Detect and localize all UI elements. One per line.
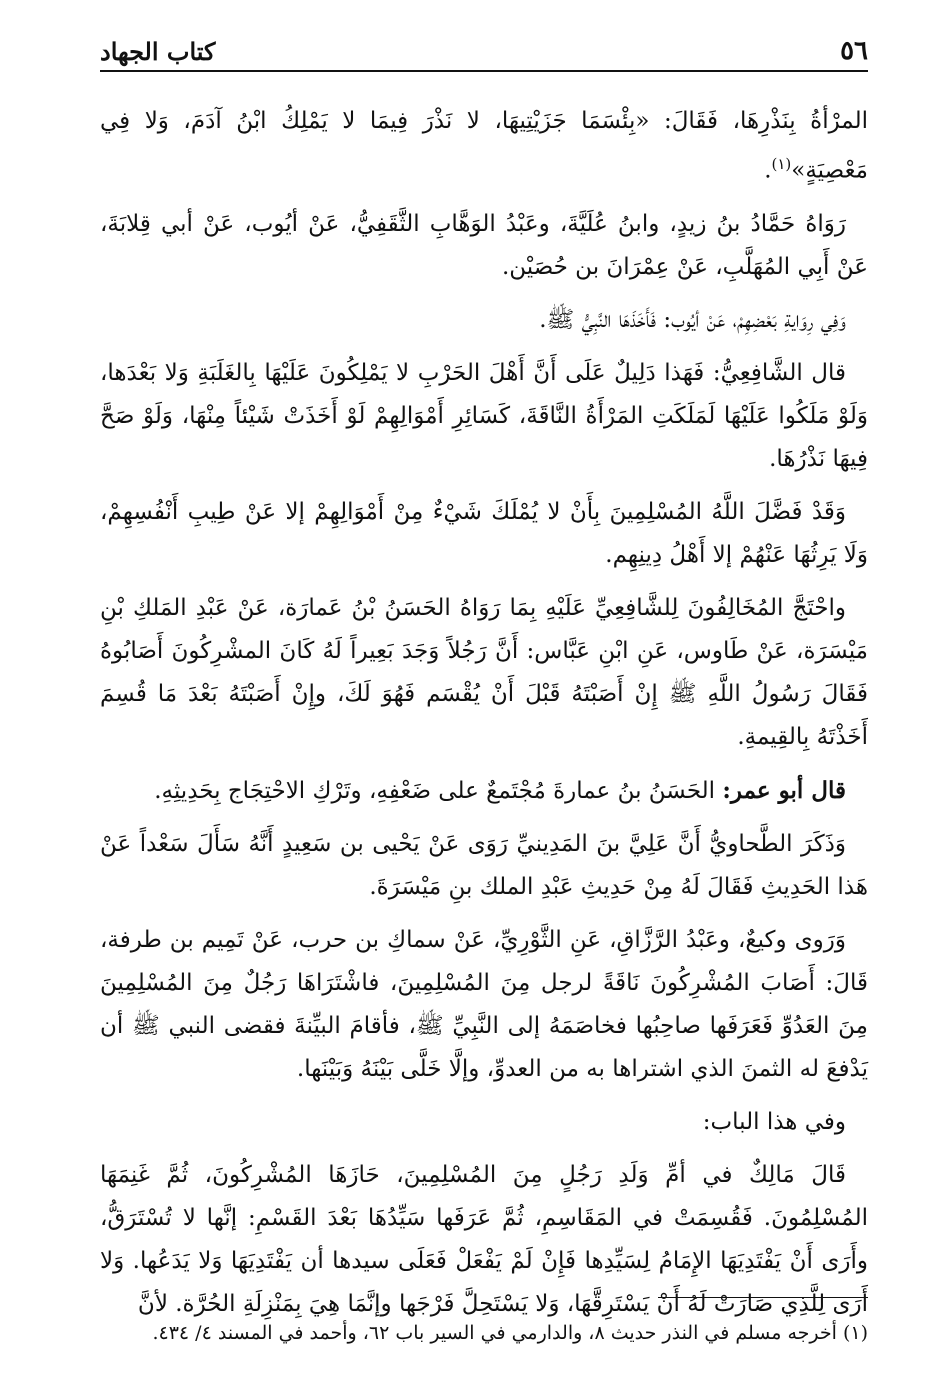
paragraph-5: وَقَدْ فَضَّلَ اللَّهُ المُسْلِمِينَ بِأَنْ لا يُمْلَكَ شَيْءٌ مِنْ أَمْوَالِهِمْ إلا عَنْ طِيبِ أَنْفُسِهِمْ، وَلَا يَرِثُهَا عَنْهُمْ إلا أَهْلُ دِينِهِم. bbox=[100, 498, 868, 568]
running-header bbox=[100, 28, 868, 72]
paragraph-3: وَفِي رِوَايةِ بَعْضِهِمْ، عَنْ أيُوب: فَأَخَذَهَا النَّبِيُّ ﷺ. bbox=[539, 306, 846, 333]
paragraph-6: واحْتَجَّ المُخَالِفُونَ لِلشَّافِعِيِّ عَلَيْهِ بِمَا رَوَاهُ الحَسَنُ بْنُ عَمارَة، عَنْ عَبْدِ المَلكِ بْنِ مَيْسَرَة، عَنْ طَاوس، عَنِ ابْنِ عَبَّاس: أَنَّ رَجُلاً وَجَدَ بَعِيراً لَهُ كَانَ المشْرِكُونَ أَصَابُوهُ فَقَالَ رَسُولُ اللَّهِ ﷺ إِنْ أَصَبْتَهُ قَبْلَ أَنْ يُقْسَم فَهُوَ لَكَ، وإِنْ أَصَبْتَهُ بَعْدَ مَا قُسِمَ أَخَذْتَهُ بِالقِيمةِ. bbox=[100, 594, 868, 750]
paragraph-7 bbox=[100, 769, 868, 813]
footnote-separator bbox=[658, 1297, 868, 1298]
paragraph-10: وفي هذا الباب: bbox=[702, 1108, 846, 1135]
body-text bbox=[100, 100, 868, 1326]
paragraph-1 bbox=[100, 100, 868, 193]
paragraph-8: وَذَكَرَ الطَّحاويُّ أَنَّ عَلِيَّ بنَ المَدِينيِّ رَوَى عَنْ يَحْيى بن سَعِيدٍ أَنَّهُ سَأَلَ سَعْداً عَنْ هَذا الحَدِيثِ فَقَالَ لَهُ مِنْ حَدِيثِ عَبْدِ الملك بنِ مَيْسَرَةَ. bbox=[100, 830, 868, 900]
paragraph-text: الحَسَنُ بنُ عمارةَ مُجْتَمعٌ على ضَعْفِهِ، وتَرْكِ الاحْتِجَاج بِحَدِيثِهِ. bbox=[154, 777, 723, 804]
footnote: (١) أخرجه مسلم في النذر حديث ٨، والدارمي في السير باب ٦٢، وأحمد في المسند ٤/ ٤٣٤. bbox=[152, 1322, 868, 1344]
paragraph-2: رَوَاهُ حَمَّادُ بنُ زيدٍ، وابنُ عُلَيَّةَ، وعَبْدُ الوَهَّابِ الثَّقَفِيُّ، عَنْ أيُوب، عَنْ أبي قِلابَةَ، عَنْ أَبِي المُهَلَّبِ، عَنْ عِمْرَانَ بن حُصَيْن. bbox=[100, 210, 868, 280]
paragraph-9: وَرَوى وكيعٌ، وعَبْدُ الرَّزَّاقِ، عَنِ الثَّوْرِيِّ، عَنْ سماكِ بن حرب، عَنْ تَمِيم بن طرفة، قَالَ: أَصَابَ المُشْرِكُونَ نَاقَةً لرجل مِنَ المُسْلِمِينَ، فاشْتَرَاهَا رَجُلٌ مِنَ المُسْلِمِينَ مِنَ العَدُوِّ فَعَرَفَها صاحِبُها فخاصَمَهُ إلى النَّبِيِّ ﷺ، فأقامَ البيِّنةَ فقضى النبي ﷺ أن يَدْفعَ له الثمنَ الذي اشتراها به من العدوِّ، وإلَّا خَلَّى بَيْنَهُ وَبَيْنَها. bbox=[100, 926, 868, 1082]
paragraph-11: قَالَ مَالِكٌ في أمِّ وَلَدِ رَجُلٍ مِنَ المُسْلِمِينَ، حَازَهَا المُشْرِكُونَ، ثُمَّ غَنِمَهَا المُسْلِمُونَ. فَقُسِمَتْ في المَقَاسِمِ، ثُمَّ عَرَفَها سَيِّدُهَا بَعْدَ القَسْمِ: إنَّها لا تُسْتَرَقُّ، وأَرَى أَنْ يَفْتَدِيَهَا الإِمَامُ لِسَيِّدِها فَإِنْ لَمْ يَفْعَلْ فَعَلَى سيدها أن يَفْتَدِيَهَا وَلا يَدَعُها. وَلا أَرَى لِلَّذِي صَارَتْ لَهُ أَنْ يَسْتَرِقَّهَا، وَلا يَسْتَحِلَّ فَرْجَها وإنَّمَا هِيَ بِمَنْزِلَةِ الحُرَّة. لأنَّ bbox=[100, 1161, 868, 1317]
page-number: ٥٦ bbox=[840, 36, 868, 66]
paragraph-4: قال الشَّافِعِيُّ: فَهَذا دَلِيلٌ عَلَى أَنَّ أَهْلَ الحَرْبِ لا يَمْلِكُونَ عَلَيْهَا بِالغَلَبَةِ وَلا بَعْدَها، وَلَوْ مَلَكُوا عَلَيْهَا لَمَلَكَتِ المَرْأَةُ النَّاقَةَ، كَسَائِرِ أَمْوَالِهِمْ لَوْ أَخَذَتْ شَيْئاً مِنْهَا، وَلَوْ صَحَّ فِيهَا نَذْرُهَا. bbox=[100, 359, 868, 472]
paragraph-text: المرْأةُ بِنَذْرِهَا، فَقَالَ: «بِئْسَمَا جَزَيْتِيهَا، لا نَذْرَ فِيمَا لا يَمْلِكُ ابْنُ آدَمَ، وَلا فِي مَعْصِيَةٍ» bbox=[100, 108, 868, 184]
footnote-reference[interactable]: (١) bbox=[771, 155, 792, 173]
paragraph-tail: . bbox=[764, 157, 772, 184]
book-page bbox=[100, 28, 868, 1368]
speaker-label: قال أبو عمر: bbox=[722, 776, 846, 804]
chapter-title: كتاب الجهاد bbox=[100, 37, 216, 66]
